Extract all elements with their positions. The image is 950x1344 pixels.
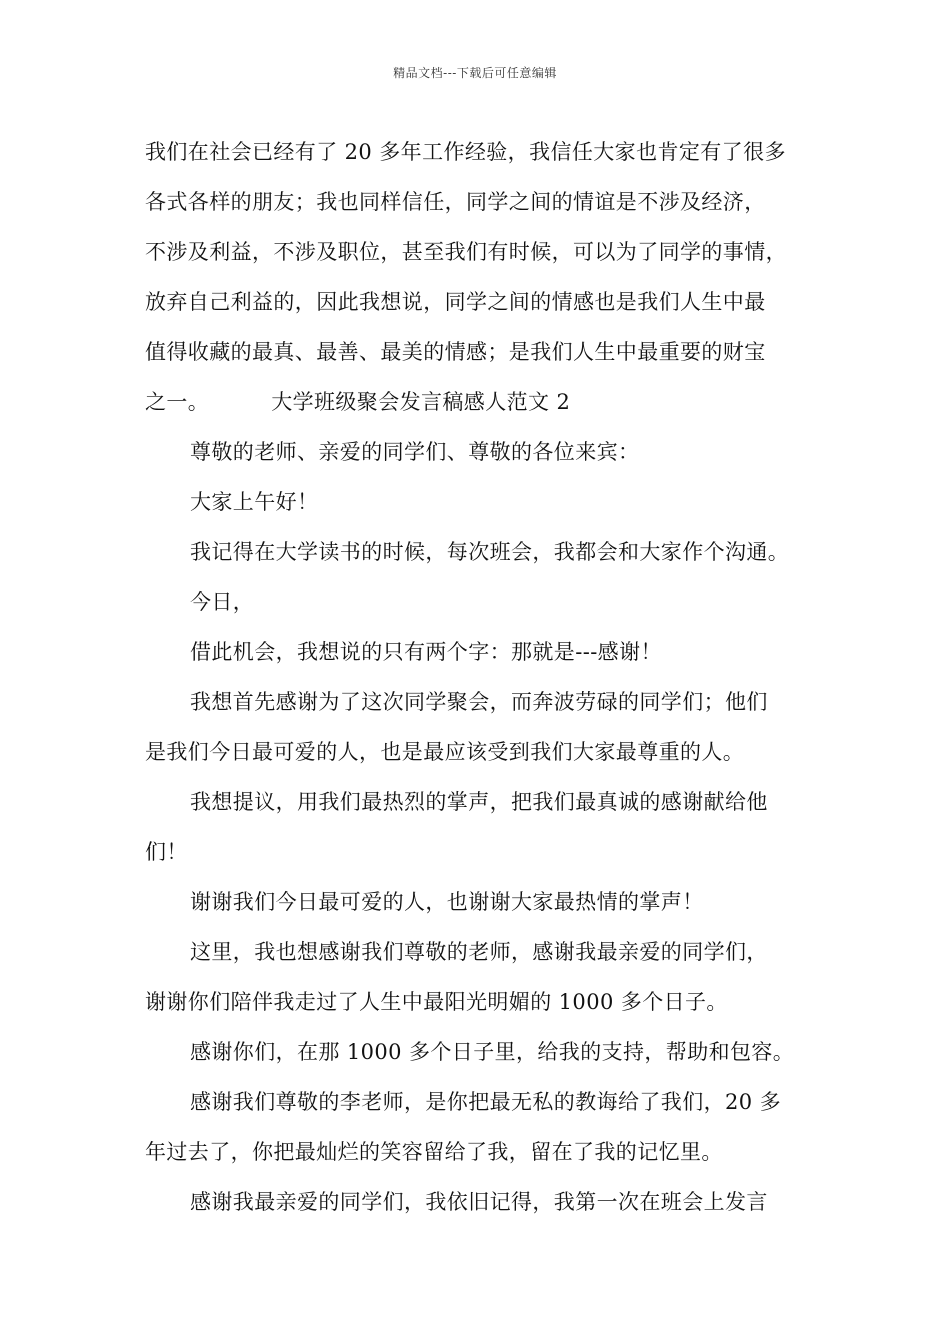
text-line: 我记得在大学读书的时候，每次班会，我都会和大家作个沟通。 (190, 540, 790, 564)
text-line: 我想提议，用我们最热烈的掌声，把我们最真诚的感谢献给他 (190, 790, 768, 814)
text-line: 感谢我们尊敬的李老师，是你把最无私的教诲给了我们，20 多 (190, 1090, 781, 1114)
text-line: 感谢我最亲爱的同学们，我依旧记得，我第一次在班会上发言 (190, 1190, 768, 1214)
salutation: 尊敬的老师、亲爱的同学们、尊敬的各位来宾： (190, 440, 640, 464)
text-line: 们！ (145, 840, 188, 864)
text-line-with-heading (145, 382, 825, 432)
text-line: 各式各样的朋友；我也同样信任，同学之间的情谊是不涉及经济， (145, 190, 766, 214)
text-line: 我想首先感谢为了这次同学聚会，而奔波劳碌的同学们；他们 (190, 690, 768, 714)
greeting: 大家上午好！ (190, 490, 319, 514)
section-heading: 大学班级聚会发言稿感人范文 2 (271, 390, 571, 414)
text-line: 不涉及利益，不涉及职位，甚至我们有时候，可以为了同学的事情， (145, 240, 787, 264)
text-line: 放弃自己利益的，因此我想说，同学之间的情感也是我们人生中最 (145, 290, 766, 314)
text-line: 这里，我也想感谢我们尊敬的老师，感谢我最亲爱的同学们， (190, 940, 768, 964)
text-line: 年过去了，你把最灿烂的笑容留给了我，留在了我的记忆里。 (145, 1140, 723, 1164)
body-text (145, 132, 825, 1232)
text-line: 感谢你们，在那 1000 多个日子里，给我的支持，帮助和包容。 (190, 1040, 795, 1064)
text-line: 谢谢你们陪伴我走过了人生中最阳光明媚的 1000 多个日子。 (145, 990, 728, 1014)
text-line-end: 之一。 (145, 390, 210, 414)
text-line: 是我们今日最可爱的人，也是最应该受到我们大家最尊重的人。 (145, 740, 745, 764)
text-line: 我们在社会已经有了 20 多年工作经验，我信任大家也肯定有了很多 (145, 140, 786, 164)
text-line: 今日， (190, 590, 255, 614)
text-line: 借此机会，我想说的只有两个字：那就是---感谢！ (190, 640, 662, 664)
text-line: 值得收藏的最真、最善、最美的情感；是我们人生中最重要的财宝 (145, 340, 766, 364)
text-line: 谢谢我们今日最可爱的人，也谢谢大家最热情的掌声！ (190, 890, 704, 914)
page-header: 精品文档---下载后可任意编辑 (393, 66, 557, 80)
